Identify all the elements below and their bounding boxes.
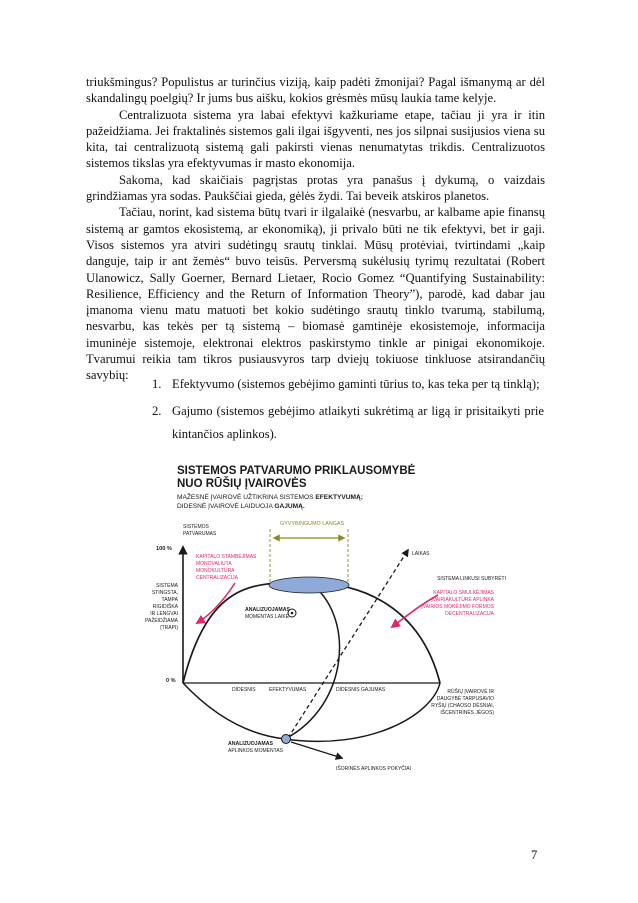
resilience-diagram — [140, 455, 508, 790]
left-red-labels — [196, 553, 257, 581]
y-tick-0: 0 % — [166, 678, 176, 684]
figure-title-1: SISTEMOS PATVARUMO PRIKLAUSOMYBĖ — [177, 465, 416, 477]
efficiency-label: EFEKTYVUMAS — [269, 687, 307, 693]
svg-text:ĮVAIRIOS MOKĖJIMO FORMOS: ĮVAIRIOS MOKĖJIMO FORMOS — [421, 604, 494, 610]
more-efficiency: DIDESNIS — [232, 687, 256, 693]
figure-subtitle-1: MAŽESNĖ ĮVAIROVĖ UŽTIKRINA SISTEMOS EFEKTYVUMĄ; — [177, 494, 363, 501]
vitality-window-label: GYVYBINGUMO LANGAS — [280, 521, 345, 527]
paragraph-1: triukšmingus? Populistus ar turinčius viziją, kaip padėti žmonijai? Pagal išmanymą ar dėl skandalingų poelgių? Ir jums bus aišku, kokios grėsmės mūsų laukia tame kelyje. — [86, 75, 545, 106]
svg-text:DAUGYBĖ TARPUSAVIO: DAUGYBĖ TARPUSAVIO — [436, 696, 494, 702]
external-change-arrow — [291, 742, 342, 758]
svg-text:IŠCENTRINĖS JĖGOS): IŠCENTRINĖS JĖGOS) — [440, 710, 494, 716]
svg-text:KAPITALO SMULKĖJIMAS: KAPITALO SMULKĖJIMAS — [433, 590, 494, 596]
svg-text:STINGSTA,: STINGSTA, — [151, 590, 178, 596]
list-item: 1. Efektyvumo (sistemos gebėjimo gaminti tūrius to, kas teka per tą tinklą); — [152, 377, 540, 391]
paragraph-2: Centralizuota sistema yra labai efektyvi kažkuriame etape, tačiau ji yra ir itin pažeidžiama. Jei fraktalinės sistemos gali ilgai išgyventi, nes jos silpnai susijusios viena su kita, tai centralizuotą sistemą gali pakirsti vienas nenumatytas trikdis. Centralizuotos sistemos tikslas yra efektyvumas ir masto ekonomija. — [86, 107, 545, 171]
moment-label-bold: ANALIZUOJAMAS — [245, 607, 290, 613]
paragraph-3: Sakoma, kad skaičiais pagrįstas protas yra panašus į dykumą, o vaizdais grindžiamas yra sodas. Paukščiai gieda, gėlės žydi. Tai beveik atskiros planetos. — [86, 172, 545, 204]
svg-text:RŪŠIŲ ĮVAIROVĖ IR: RŪŠIŲ ĮVAIROVĖ IR — [447, 689, 494, 695]
svg-text:RYŠIŲ (CHAOSO DĖSNIAI,: RYŠIŲ (CHAOSO DĖSNIAI, — [431, 703, 494, 709]
properties-list — [152, 373, 544, 450]
paragraph-4: Tačiau, norint, kad sistema būtų tvari ir ilgalaikė (nesvarbu, ar kalbame apie finansų sistemą ar gamtos ekosistemą, ar ekonomiką), ji privalo būti ne tik efektyvi, bet ir gaji. Visos sistemos yra atviri sudėtingų srautų tinklai. Mūsų protėviai, tvirtindami „kaip danguje, taip ir ant žemės“ buvo teisūs. Perversmą sukėlusių tyrimų rezultatai (Robert Ulanowicz, Sally Goerner, Bernard Lietaer, Rocio Gomez “Quantifying Sustainability: Resilience, Efficiency and the Return of Information Theory”), parodė, kad dabar jau įmanoma vienu matu matuoti bet kokio sudėtingo srautų tinklo tvarumą, stabilumą, nesvarbu, kas tekės per tą sistemą – biomasė gamtinėje ekosistemoje, informacija imuninėje sistemoje, elektronai elektros paskirstymo tinkle ar pinigai ekonomikoje. Tvarumui reikia tam tikros pusiausvyros tarp dviejų tokiuose tinkluose atsirandančių savybių: — [86, 205, 545, 383]
inner-arc — [285, 583, 340, 739]
svg-text:IR LENGVAI: IR LENGVAI — [150, 611, 178, 617]
env-moment-label: APLINKOS MOMENTAS — [228, 748, 283, 754]
right-red-arrow — [392, 595, 438, 627]
figure-title-2: NUO RŪŠIŲ ĮVAIROVĖS — [177, 478, 307, 490]
resilience-arc — [183, 583, 440, 683]
svg-text:DECENTRALIZACIJA: DECENTRALIZACIJA — [445, 611, 494, 617]
time-label: LAIKAS — [412, 551, 430, 557]
list-item: 2. Gajumo (sistemos gebėjimo atlaikyti sukrėtimą ar ligą ir prisitaikyti prie kintančios aplinkos). — [152, 403, 544, 441]
environment-moment-point — [282, 735, 291, 744]
y-axis-label-2: PATVARUMAS — [183, 531, 217, 537]
y-tick-100: 100 % — [156, 546, 172, 552]
diversity-labels — [431, 688, 494, 716]
page-number: 7 — [531, 848, 538, 862]
svg-text:MONOVALIUTA: MONOVALIUTA — [196, 561, 232, 567]
svg-text:CENTRALIZACIJA: CENTRALIZACIJA — [196, 575, 238, 581]
svg-text:RIGIDIŠKA: RIGIDIŠKA — [152, 604, 178, 610]
svg-text:TAMPA: TAMPA — [161, 597, 178, 603]
left-red-arrow — [197, 583, 235, 623]
svg-text:PAŽEIDŽIAMA: PAŽEIDŽIAMA — [145, 618, 178, 624]
figure-subtitle-2: DIDESNĖ ĮVAIROVĖ LAIDUOJA GAJUMĄ. — [177, 503, 305, 510]
svg-text:MONOKULTŪRA: MONOKULTŪRA — [196, 568, 235, 574]
moment-label: MOMENTAS LAIKE — [245, 614, 290, 620]
svg-text:KAPITALO STAMBĖJIMAS: KAPITALO STAMBĖJIMAS — [196, 554, 257, 560]
svg-text:SISTEMA: SISTEMA — [156, 583, 178, 589]
more-resilience: DIDESNIS GAJUMAS — [336, 687, 386, 693]
env-moment-bold: ANALIZUOJAMAS — [228, 741, 273, 747]
vitality-ellipse — [269, 577, 349, 593]
body-text — [86, 74, 545, 384]
collapse-label: SISTEMA LINKUSI SUBYRĖTI — [437, 576, 506, 582]
left-black-labels — [145, 583, 179, 631]
y-axis-label-1: SISTEMOS — [183, 524, 209, 530]
external-change-label: IŠORINĖS APLINKOS POKYČIAI — [336, 766, 412, 772]
svg-text:(TRAPI): (TRAPI) — [159, 625, 178, 631]
right-red-labels — [421, 589, 494, 617]
svg-text:ĮVAIRIAKULTŪRĖ APLINKA: ĮVAIRIAKULTŪRĖ APLINKA — [431, 597, 494, 603]
